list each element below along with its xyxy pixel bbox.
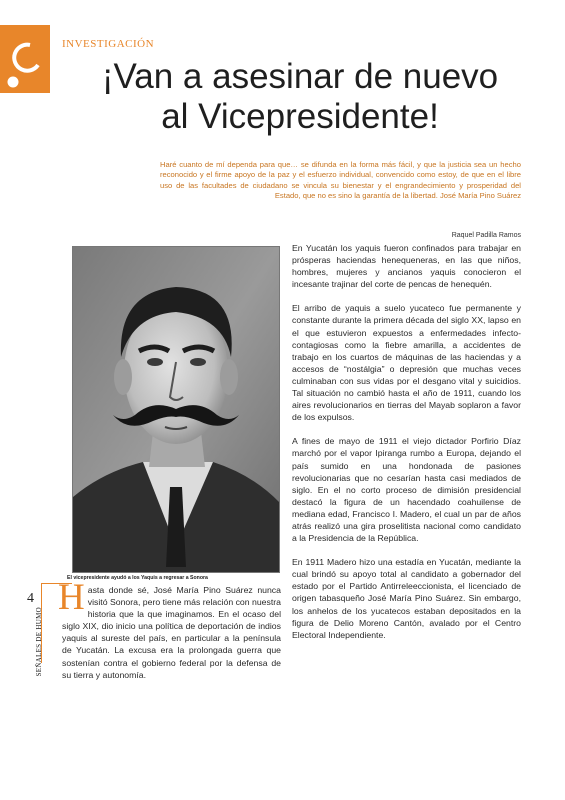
article-title bbox=[80, 57, 520, 137]
paragraph: En Yucatán los yaquis fueron confinados para trabajar en prósperas haciendas henequeneras, en las que niños, hombres, mujeres y ancianos yaquis conocieron el incesante trajinar del corte de pencas de henequén. bbox=[292, 243, 521, 290]
drop-cap: H bbox=[58, 577, 85, 618]
photo-caption: El vicepresidente ayudó a los Yaquis a regresar a Sonora bbox=[67, 575, 208, 581]
magazine-logo-icon bbox=[0, 25, 50, 93]
paragraph: A fines de mayo de 1911 el viejo dictador Porfirio Díaz marchó por el vapor Ipiranga rumbo a Europa, dejando el país sumido en una hondonada de pasiones revolucionarias que no cesarían hasta casi mediados de siglo. En el no corto proceso de dimisión presidencial destacó la figura de un hacendado coahuilense de mediana edad, Francisco I. Madero, el cual un par de años atrás realizó una gira proselitista nacional como candidato a la Presidencia de la República. bbox=[292, 436, 521, 544]
title-line-2: al Vicepresidente! bbox=[161, 97, 439, 136]
section-label: INVESTIGACIÓN bbox=[62, 38, 155, 50]
magazine-name: SEÑALES DE HUMO bbox=[35, 607, 43, 677]
title-line-1: ¡Van a asesinar de nuevo bbox=[101, 57, 499, 96]
author-byline: Raquel Padilla Ramos bbox=[451, 232, 521, 239]
article-right-column bbox=[292, 242, 521, 653]
page-number: 4 bbox=[27, 591, 34, 606]
epigraph bbox=[160, 160, 521, 201]
epigraph-author: José María Pino Suárez bbox=[439, 190, 521, 200]
paragraph: En 1911 Madero hizo una estadía en Yucatán, mediante la cual brindó su apoyo total al candidato a gobernador del estado por el Partido Antirreleeccionista, el licenciado de origen tabasqueño José María Pino Suárez. Sin embargo, los anhelos de los yucatecos estaban depositados en la figura de Delio Moreno Cantón, avalado por el Centro Electoral Independiente. bbox=[292, 557, 521, 640]
epigraph-text: Haré cuanto de mí dependa para que… se difunda en la forma más fácil, y que la justicia sea un hecho reconocido y el firme apoyo de la paz y el esfuerzo individual, convencido como estoy, de que en el libre uso de las facultades de ciudadano se vincula su bienestar y el engrandecimiento y prosperidad del Estado, que no es sino la garantía de la libertad. bbox=[160, 160, 521, 200]
paragraph: El arribo de yaquis a suelo yucateco fue permanente y constante durante la primera década del siglo XX, lapso en el que estuvieron expuestos a enfermedades infecto-contagiosas como la fiebre amarilla, a accidentes de trabajo en los cuartos de máquinas de las haciendas y a accesos de “nostálgia” o depresión que muchas veces culminaban con sus vidas por el desgano vital y suicidios. Tal situación no cambió hasta el año de 1911, cuando los aires revolucionarios en tierras del Mayab soplaron a favor de los expulsos. bbox=[292, 303, 521, 423]
portrait-photo bbox=[72, 246, 280, 573]
paragraph-text: asta donde sé, José María Pino Suárez nunca visitó Sonora, pero tiene más relación con nuestra historia que la que imaginamos. En el ocaso del siglo XIX, dio inicio una política de deportación de indios yaquis al sureste del país, en particular a la península de Yucatán. La excusa era la prolongada guerra que sostenían contra el gobierno federal por la defensa de su tierra y autonomía. bbox=[62, 585, 281, 680]
